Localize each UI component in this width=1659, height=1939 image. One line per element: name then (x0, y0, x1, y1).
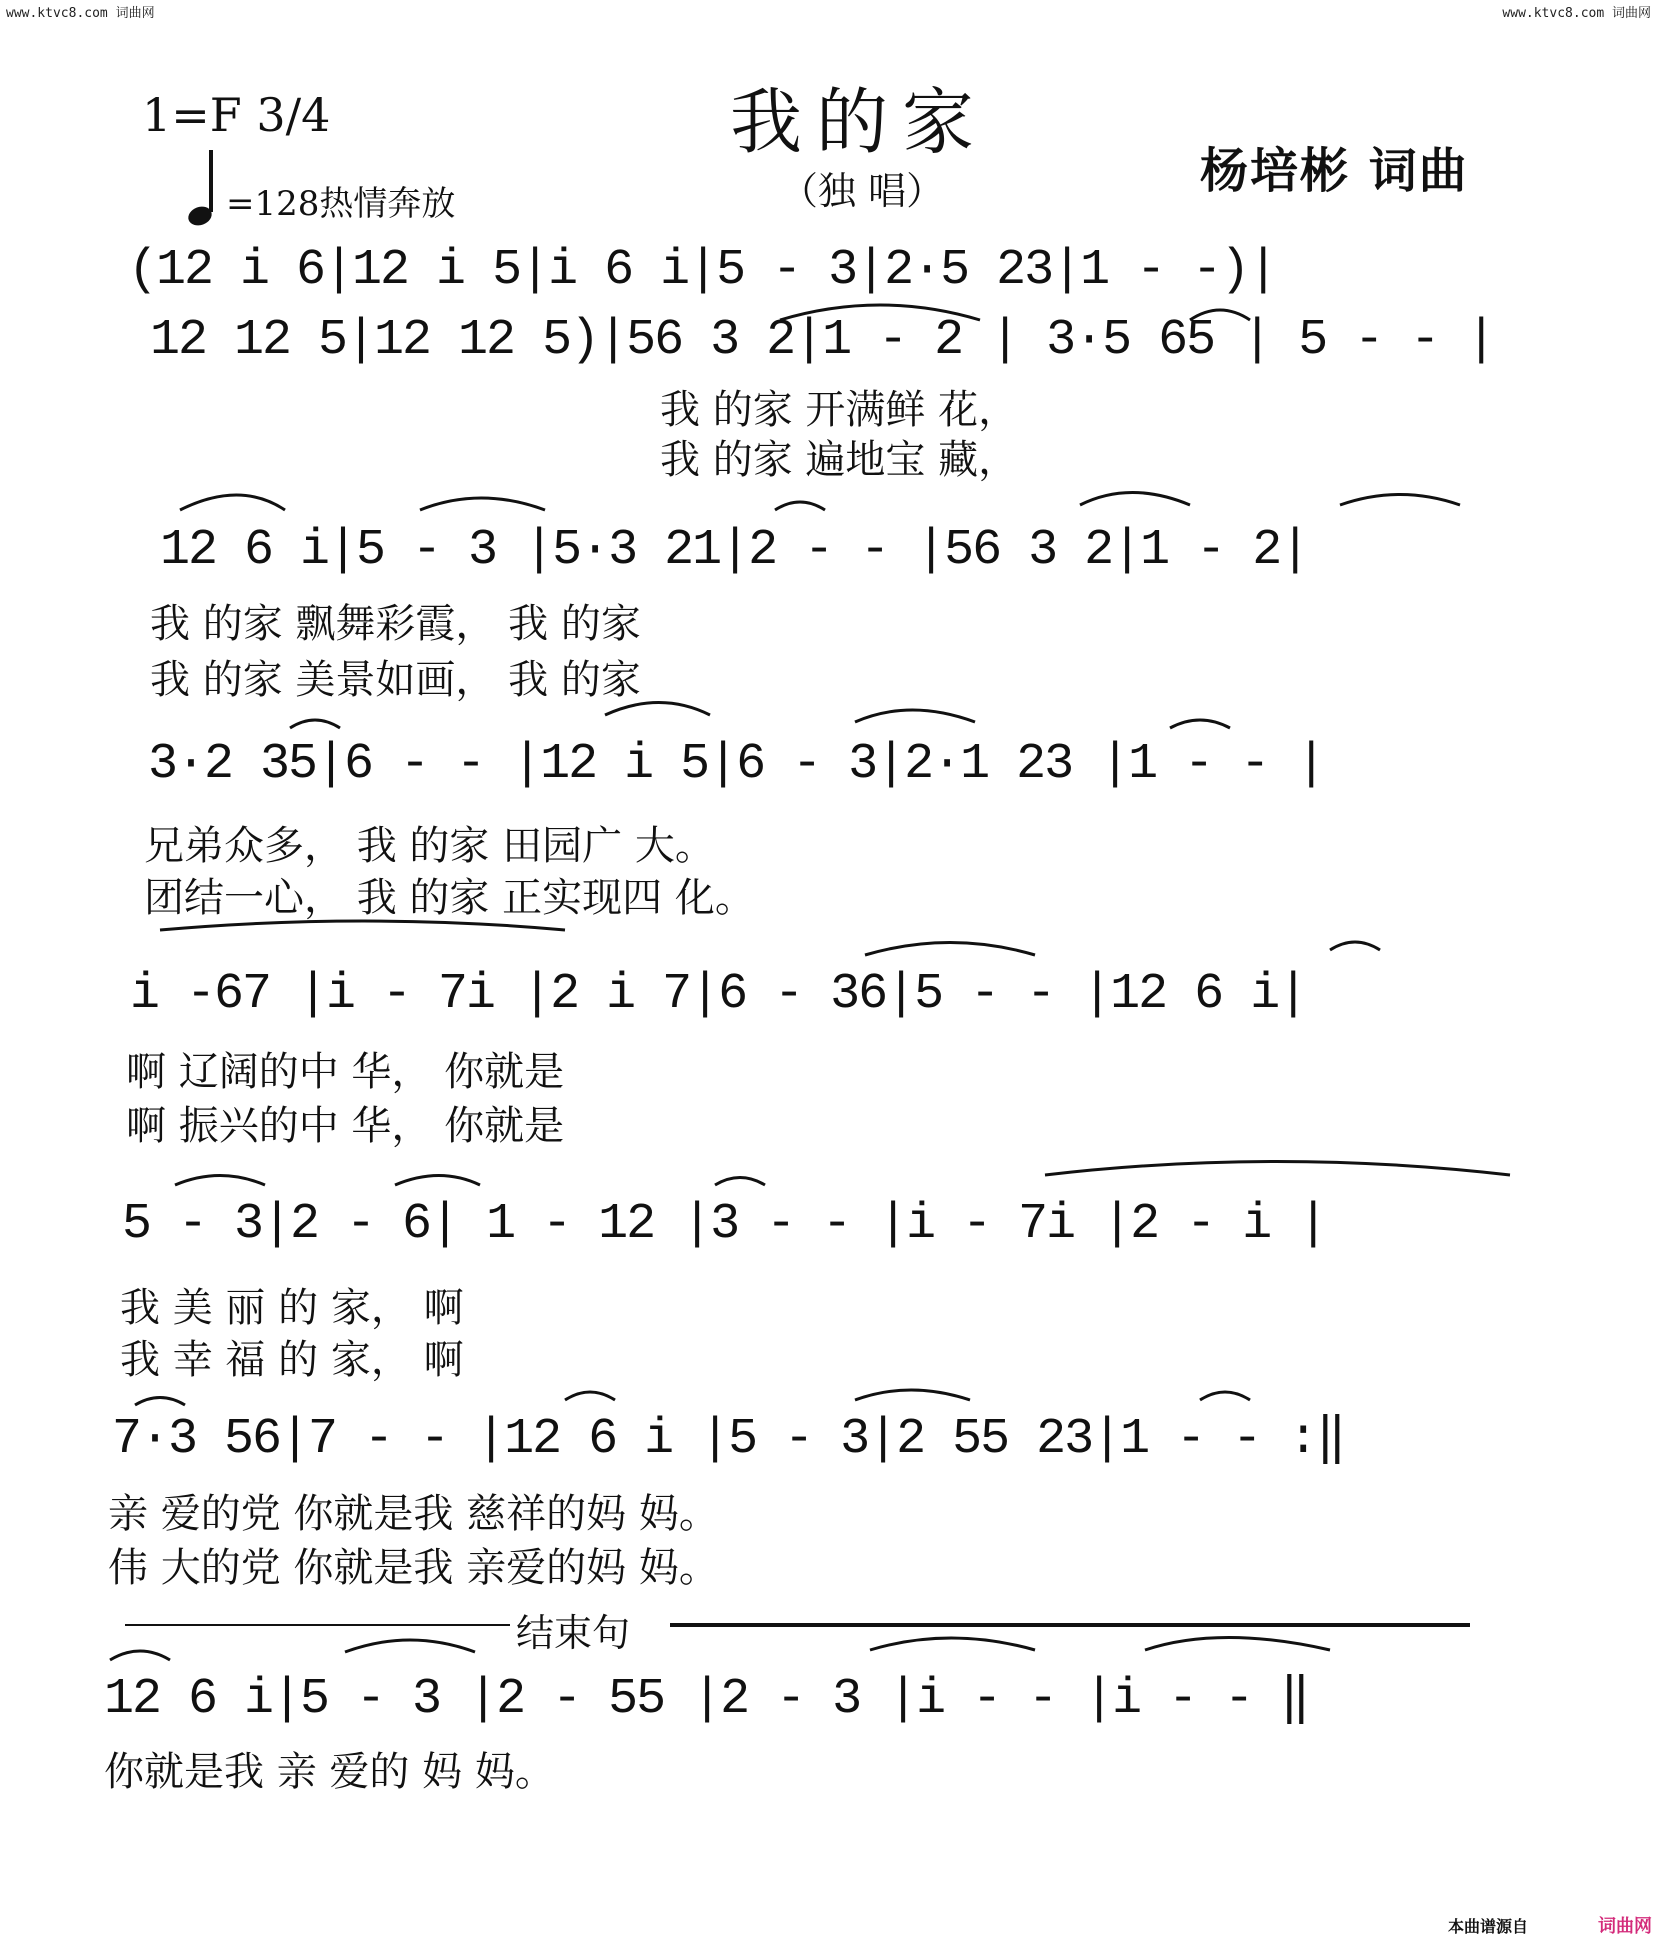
lyric-verse2-line3: 我 的家 美景如画， 我 的家 (150, 657, 641, 703)
notation-line-6: 5 - 3|2 - 6| 1 - 12 |3 - - |i - 7i |2 - i | (122, 1196, 1327, 1253)
watermark-left: www.ktvc8.com 词曲网 (6, 6, 155, 21)
lyric-verse1-line5: 啊 辽阔的中 华， 你就是 (126, 1049, 565, 1095)
lyric-verse2-line5: 啊 振兴的中 华， 你就是 (126, 1103, 565, 1149)
lyric-verse2-line6: 我 幸 福 的 家， 啊 (120, 1337, 464, 1383)
tempo-marking: =128热情奔放 (226, 184, 456, 224)
song-subtitle: （独 唱） (780, 169, 945, 213)
notation-line-1: (12 i 6|12 i 5|i 6 i|5 - 3|2·5 23|1 - -)| (128, 242, 1277, 299)
notation-line-7: 7·3 56|7 - - |12 6 i |5 - 3|2 55 23|1 - - :‖ (112, 1411, 1345, 1468)
author-credit: 杨培彬 词曲 (1200, 143, 1469, 199)
lyric-verse2-line4: 团结一心， 我 的家 正实现四 化。 (144, 875, 755, 921)
lyric-verse1-line4: 兄弟众多， 我 的家 田园广 大。 (144, 823, 715, 869)
site-mark: 词曲网 (1598, 1916, 1652, 1937)
lyric-verse1-line3: 我 的家 飘舞彩霞， 我 的家 (150, 601, 641, 647)
notation-line-3: 12 6 i|5 - 3 |5·3 21|2 - - |56 3 2|1 - 2| (160, 522, 1309, 579)
song-title: 我的家 (730, 80, 989, 164)
lyric-verse1-line6: 我 美 丽 的 家， 啊 (120, 1285, 464, 1331)
lyric-verse1-line7: 亲 爱的党 你就是我 慈祥的妈 妈。 (108, 1491, 719, 1537)
lyric-verse1-line2: 我 的家 开满鲜 花， (660, 387, 1019, 433)
notation-line-5: i -67 |i - 7i |2 i 7|6 - 36|5 - - |12 6 i| (130, 966, 1307, 1023)
lyric-line-8: 你就是我 亲 爱的 妈 妈。 (104, 1749, 555, 1795)
lyric-verse2-line2: 我 的家 遍地宝 藏， (660, 437, 1019, 483)
source-label: 本曲谱源自 (1448, 1917, 1529, 1936)
key-signature: 1=F 3/4 (142, 88, 331, 142)
notation-line-2: 12 12 5|12 12 5)|56 3 2|1 - 2 | 3·5 65 | 5 - - | (150, 312, 1495, 369)
ending-phrase-label: 结束句 (516, 1611, 631, 1655)
lyric-verse2-line7: 伟 大的党 你就是我 亲爱的妈 妈。 (108, 1545, 719, 1591)
notation-line-4: 3·2 35|6 - - |12 i 5|6 - 3|2·1 23 |1 - - | (148, 736, 1325, 793)
notation-line-8: 12 6 i|5 - 3 |2 - 55 |2 - 3 |i - - |i - - ‖ (104, 1671, 1309, 1728)
watermark-right: www.ktvc8.com 词曲网 (1502, 6, 1651, 21)
